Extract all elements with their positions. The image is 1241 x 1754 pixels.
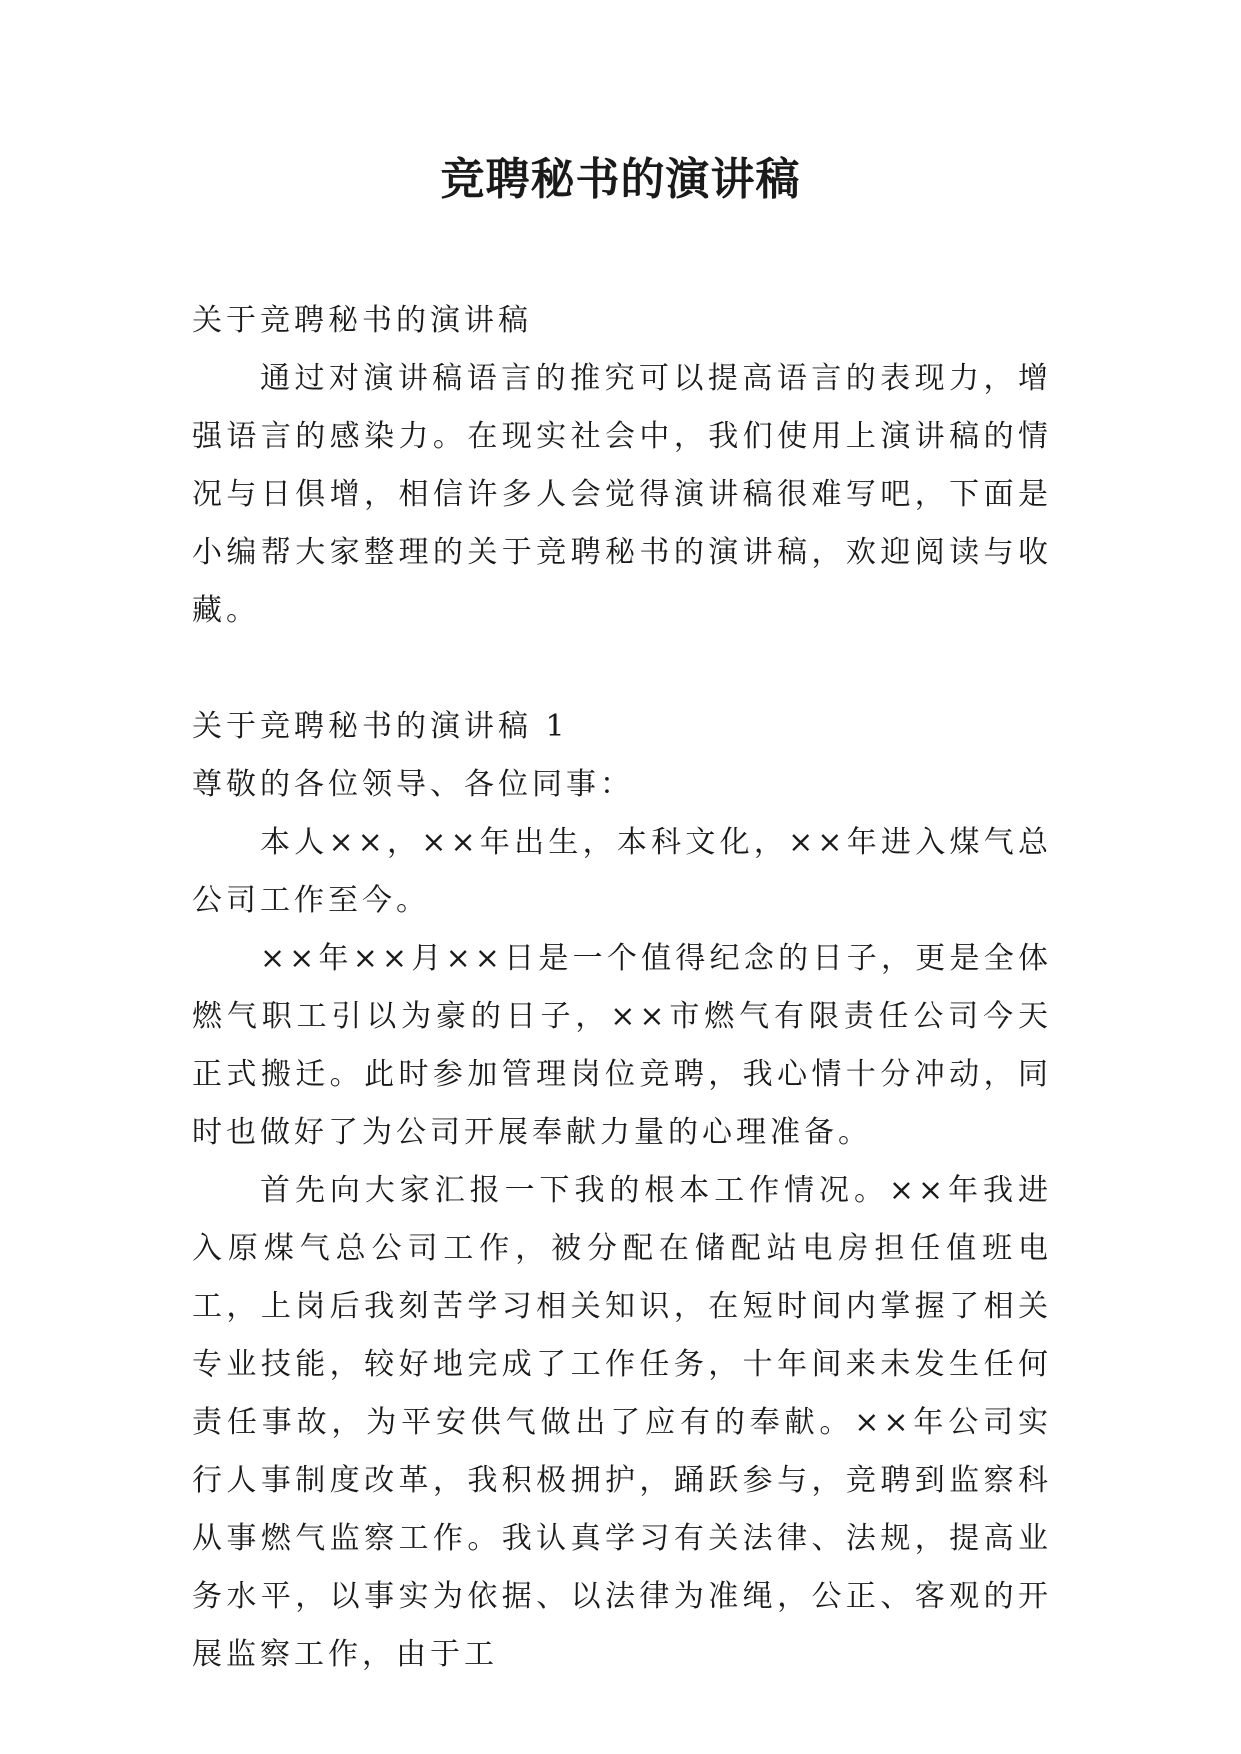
salutation: 尊敬的各位领导、各位同事：	[192, 767, 634, 802]
subtitle: 关于竞聘秘书的演讲稿	[192, 303, 532, 338]
intro-paragraph: 通过对演讲稿语言的推究可以提高语言的表现力，增强语言的感染力。在现实社会中，我们使用上演讲稿的情况与日俱增，相信许多人会觉得演讲稿很难写吧，下面是小编帮大家整理的关于竞聘秘书的演讲稿，欢迎阅读与收藏。	[192, 361, 1052, 628]
body-paragraph: 首先向大家汇报一下我的根本工作情况。××年我进入原煤气总公司工作，被分配在储配站电房担任值班电工，上岗后我刻苦学习相关知识，在短时间内掌握了相关专业技能，较好地完成了工作任务，十年间来未发生任何责任事故，为平安供气做出了应有的奉献。××年公司实行人事制度改革，我积极拥护，踊跃参与，竞聘到监察科从事燃气监察工作。我认真学习有关法律、法规，提高业务水平，以事实为依据、以法律为准绳，公正、客观的开展监察工作，由于工	[192, 1173, 1052, 1672]
body-paragraph: 本人××，××年出生，本科文化，××年进入煤气总公司工作至今。	[192, 825, 1052, 918]
document-body	[192, 292, 1052, 1684]
section-spacer	[192, 640, 1052, 698]
document-title: 竞聘秘书的演讲稿	[440, 154, 801, 205]
section-heading: 关于竞聘秘书的演讲稿 1	[192, 709, 569, 744]
body-paragraph: ××年××月××日是一个值得纪念的日子，更是全体燃气职工引以为豪的日子，××市燃气有限责任公司今天正式搬迁。此时参加管理岗位竞聘，我心情十分冲动，同时也做好了为公司开展奉献力量的心理准备。	[192, 941, 1052, 1150]
